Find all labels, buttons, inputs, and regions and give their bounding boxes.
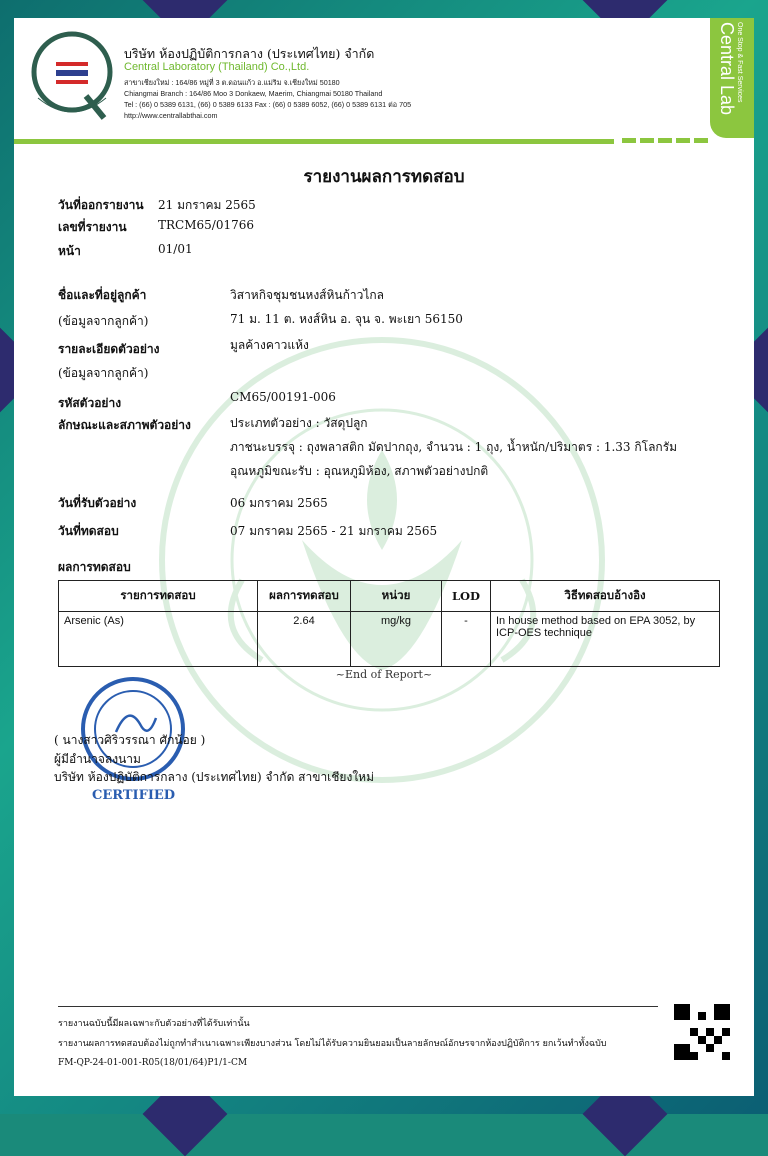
header-divider-dash bbox=[640, 138, 654, 143]
test-date-label: วันที่ทดสอบ bbox=[58, 524, 119, 538]
report-title: รายงานผลการทดสอบ bbox=[303, 167, 465, 187]
website: http://www.centrallabthai.com bbox=[124, 111, 218, 120]
certified-text: CERTIFIED bbox=[92, 788, 176, 803]
signatory-position: ผู้มีอำนาจลงนาม bbox=[54, 752, 141, 766]
sample-code-value: CM65/00191-006 bbox=[230, 390, 336, 404]
received-date-value: 06 มกราคม 2565 bbox=[230, 496, 328, 510]
phone-fax: Tel : (66) 0 5389 6131, (66) 0 5389 6133 Fax : (66) 0 5389 6052, (66) 0 5389 6131 ต่อ 705 bbox=[124, 100, 412, 109]
page-value: 01/01 bbox=[158, 242, 193, 256]
col-unit: หน่วย bbox=[351, 581, 442, 612]
sample-condition-label: ลักษณะและสภาพตัวอย่าง bbox=[58, 418, 191, 432]
cell-test-item: Arsenic (As) bbox=[59, 612, 258, 667]
customer-source-note: (ข้อมูลจากลูกค้า) bbox=[58, 314, 149, 328]
header-divider-dash bbox=[658, 138, 672, 143]
form-code: FM-QP-24-01-001-R05(18/01/64)P1/1-CM bbox=[58, 1058, 248, 1068]
header-divider-dash bbox=[622, 138, 636, 143]
sample-detail-label: รายละเอียดตัวอย่าง bbox=[58, 342, 160, 356]
report-document bbox=[14, 18, 754, 1096]
side-tab-title: Central Lab bbox=[717, 22, 737, 116]
central-lab-logo bbox=[26, 26, 118, 128]
address-thai: สาขาเชียงใหม่ : 164/86 หมู่ที่ 3 ต.ดอนแก้ว อ.แม่ริม จ.เชียงใหม่ 50180 bbox=[124, 78, 340, 87]
sample-code-label: รหัสตัวอย่าง bbox=[58, 396, 122, 410]
cell-unit: mg/kg bbox=[351, 612, 442, 667]
col-lod: LOD bbox=[442, 581, 491, 612]
footer-divider bbox=[58, 1006, 658, 1007]
col-result: ผลการทดสอบ bbox=[258, 581, 351, 612]
cell-result: 2.64 bbox=[258, 612, 351, 667]
side-tab-subtitle: One Stop & Fast Services bbox=[736, 22, 743, 103]
brand-side-tab bbox=[710, 18, 754, 138]
received-date-label: วันที่รับตัวอย่าง bbox=[58, 496, 137, 510]
issue-date-label: วันที่ออกรายงาน bbox=[58, 198, 144, 212]
test-date-value: 07 มกราคม 2565 - 21 มกราคม 2565 bbox=[230, 524, 438, 538]
sample-source-note: (ข้อมูลจากลูกค้า) bbox=[58, 366, 149, 380]
results-heading: ผลการทดสอบ bbox=[58, 560, 131, 574]
page-label: หน้า bbox=[58, 244, 81, 258]
col-test-item: รายการทดสอบ bbox=[59, 581, 258, 612]
company-name-english: Central Laboratory (Thailand) Co.,Ltd. bbox=[124, 61, 310, 73]
sample-type: ประเภทตัวอย่าง : วัสดุปลูก bbox=[230, 416, 368, 430]
results-table bbox=[58, 580, 720, 667]
issue-date-value: 21 มกราคม 2565 bbox=[158, 198, 256, 212]
header-divider-dash bbox=[676, 138, 690, 143]
qr-code bbox=[674, 1004, 730, 1060]
end-of-report: ~End of Report~ bbox=[335, 668, 433, 681]
table-row bbox=[59, 612, 720, 667]
sample-container: ภาชนะบรรจุ : ถุงพลาสติก มัดปากถุง, จำนวน : 1 ถุง, น้ำหนัก/ปริมาตร : 1.33 กิโลกรัม bbox=[230, 440, 678, 454]
footer-note-2: รายงานผลการทดสอบต้องไม่ถูกทำสำเนาเฉพาะเพียงบางส่วน โดยไม่ได้รับความยินยอมเป็นลายลักษณ์อักษรจากห้องปฏิบัติการ ยกเว้นทำทั้งฉบับ bbox=[58, 1039, 607, 1049]
signatory-name: ( นางสาวศิริวรรณา ศักน้อย ) bbox=[54, 733, 206, 747]
address-english: Chiangmai Branch : 164/86 Moo 3 Donkaew, Maerim, Chiangmai 50180 Thailand bbox=[124, 89, 383, 98]
community-enterprise-watermark bbox=[152, 330, 612, 790]
signatory-company: บริษัท ห้องปฏิบัติการกลาง (ประเทศไทย) จำกัด สาขาเชียงใหม่ bbox=[54, 770, 374, 784]
header-divider bbox=[14, 139, 614, 144]
cell-method: In house method based on EPA 3052, by ICP-OES technique bbox=[491, 612, 720, 667]
sample-detail-value: มูลค้างคาวแห้ง bbox=[230, 338, 309, 352]
report-number-label: เลขที่รายงาน bbox=[58, 220, 127, 234]
sample-temperature: อุณหภูมิขณะรับ : อุณหภูมิห้อง, สภาพตัวอย่างปกติ bbox=[230, 464, 489, 478]
cell-lod: - bbox=[442, 612, 491, 667]
customer-label: ชื่อและที่อยู่ลูกค้า bbox=[58, 288, 147, 302]
company-name-thai: บริษัท ห้องปฏิบัติการกลาง (ประเทศไทย) จำกัด bbox=[124, 46, 375, 61]
header-divider-dash bbox=[694, 138, 708, 143]
report-number-value: TRCM65/01766 bbox=[158, 218, 254, 232]
col-method: วิธีทดสอบอ้างอิง bbox=[491, 581, 720, 612]
customer-name: วิสาหกิจชุมชนหงส์หินก้าวไกล bbox=[230, 288, 385, 302]
table-header-row bbox=[59, 581, 720, 612]
customer-address: 71 ม. 11 ต. หงส์หิน อ. จุน จ. พะเยา 56150 bbox=[230, 312, 463, 326]
footer-note-1: รายงานฉบับนี้มีผลเฉพาะกับตัวอย่างที่ได้รับเท่านั้น bbox=[58, 1019, 250, 1029]
